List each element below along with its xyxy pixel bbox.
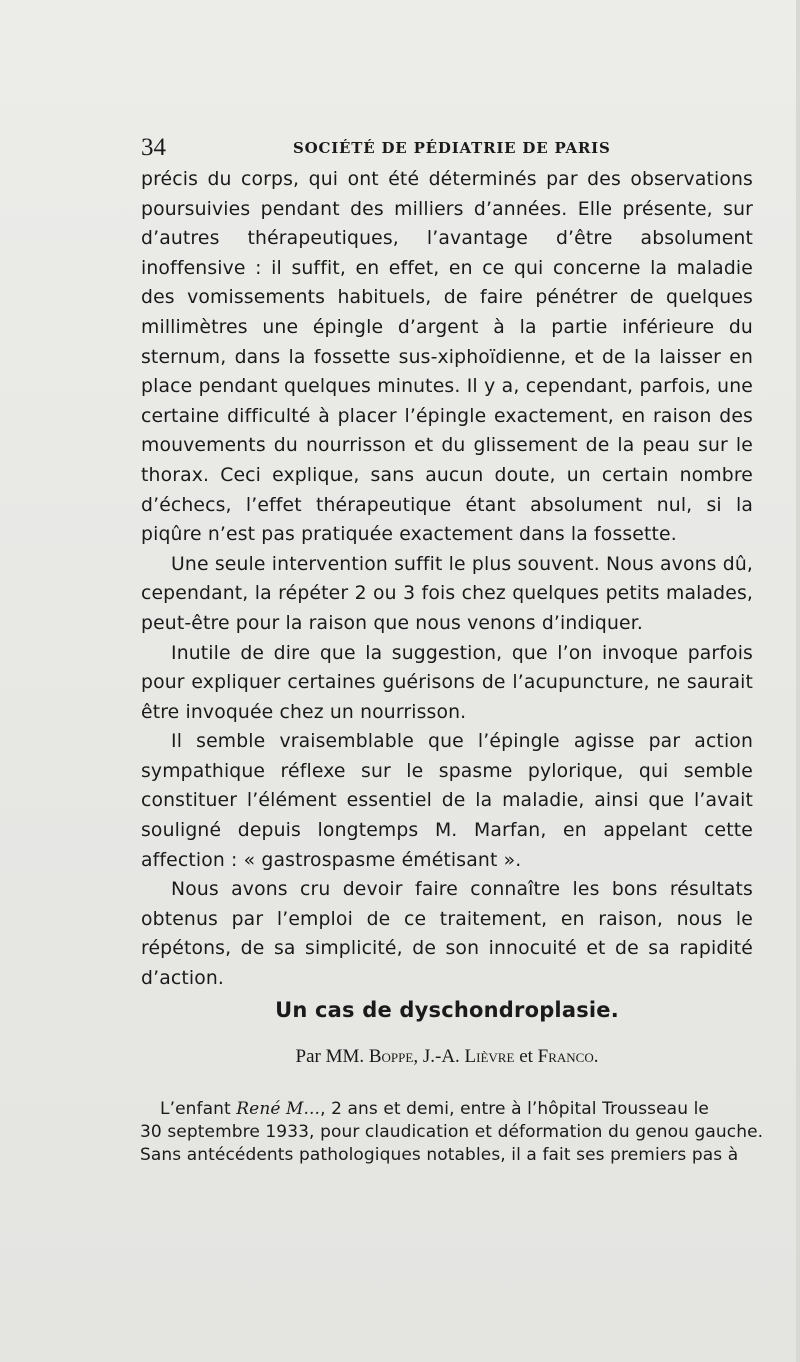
paragraph: Une seule intervention suffit le plus souvent. Nous avons dû, cependant, la répéter 2 ou 3 fois chez quelques petits malades, peut-être pour la raison que nous venons d’indiquer. [141,553,753,634]
running-head: SOCIÉTÉ DE PÉDIATRIE DE PARIS [293,139,611,157]
patient-name: René M... [236,1099,321,1119]
paragraph: Inutile de dire que la suggestion, que l’on invoque parfois pour expliquer certaines guérisons de l’acupuncture, ne saurait être invoquée chez un nourrisson. [141,642,753,723]
authors-suffix: . [593,1046,599,1067]
case-report-text [140,1098,765,1167]
page-number: 34 [141,134,166,161]
paragraph: Il semble vraisemblable que l’épingle agisse par action sympathique réflexe sur le spasme pylorique, qui semble constituer l’élément essentiel de la maladie, ainsi que l’avait souligné depuis longtemps M. Marfan, en appelant cette affection : « gastrospasme émétisant ». [141,731,753,871]
text-line: 30 septembre 1933, pour claudication et déformation du genou gauche. [140,1122,764,1142]
text-fragment: , 2 ans et demi, entre à l’hôpital Trousseau le [320,1099,709,1119]
author-name: Boppe [368,1046,414,1067]
authors-conjunction: et [519,1046,533,1067]
paragraph-continued: précis du corps, qui ont été déterminés par des observations poursuivies pendant des milliers d’années. Elle présente, sur d’autres thérapeutiques, l’avantage d’être absolument inoffensive : il suffit, en effet, en ce qui concerne la maladie des vomissements habituels, de faire pénétrer de quelques millimètres une épingle d’argent à la partie inférieure du sternum, dans la fossette sus-xiphoïdienne, et de la laisser en place pendant quelques minutes. Il y a, cependant, parfois, une certaine difficulté à placer l’épingle exactement, en raison des mouvements du nourrisson et du glissement de la peau sur le thorax. Ceci explique, sans aucun doute, un certain nombre d’échecs, l’effet thérapeutique étant absolument nul, si la piqûre n’est pas pratiquée exactement dans la fossette. [141,169,753,546]
text-line [160,1098,765,1121]
author-initials: J.-A. [422,1046,460,1067]
paragraph: Nous avons cru devoir faire connaître les bons résultats obtenus par l’emploi de ce traitement, en raison, nous le répétons, de sa simplicité, de son innocuité et de sa rapidité d’action. [141,879,753,990]
authors-prefix: Par MM. [295,1046,365,1067]
authors-line: Par MM. Boppe, J.-A. Lièvre et Franco. [295,1046,599,1067]
text-line: Sans antécédents pathologiques notables, il a fait ses premiers pas à [140,1145,739,1165]
scan-edge [796,0,800,1362]
section-title: Un cas de dyschondroplasie. [275,998,619,1022]
author-name: Lièvre [464,1046,515,1067]
page-header [141,133,781,163]
author-name: Franco [537,1046,594,1067]
text-fragment: L’enfant [160,1099,237,1119]
body-text [141,165,753,994]
